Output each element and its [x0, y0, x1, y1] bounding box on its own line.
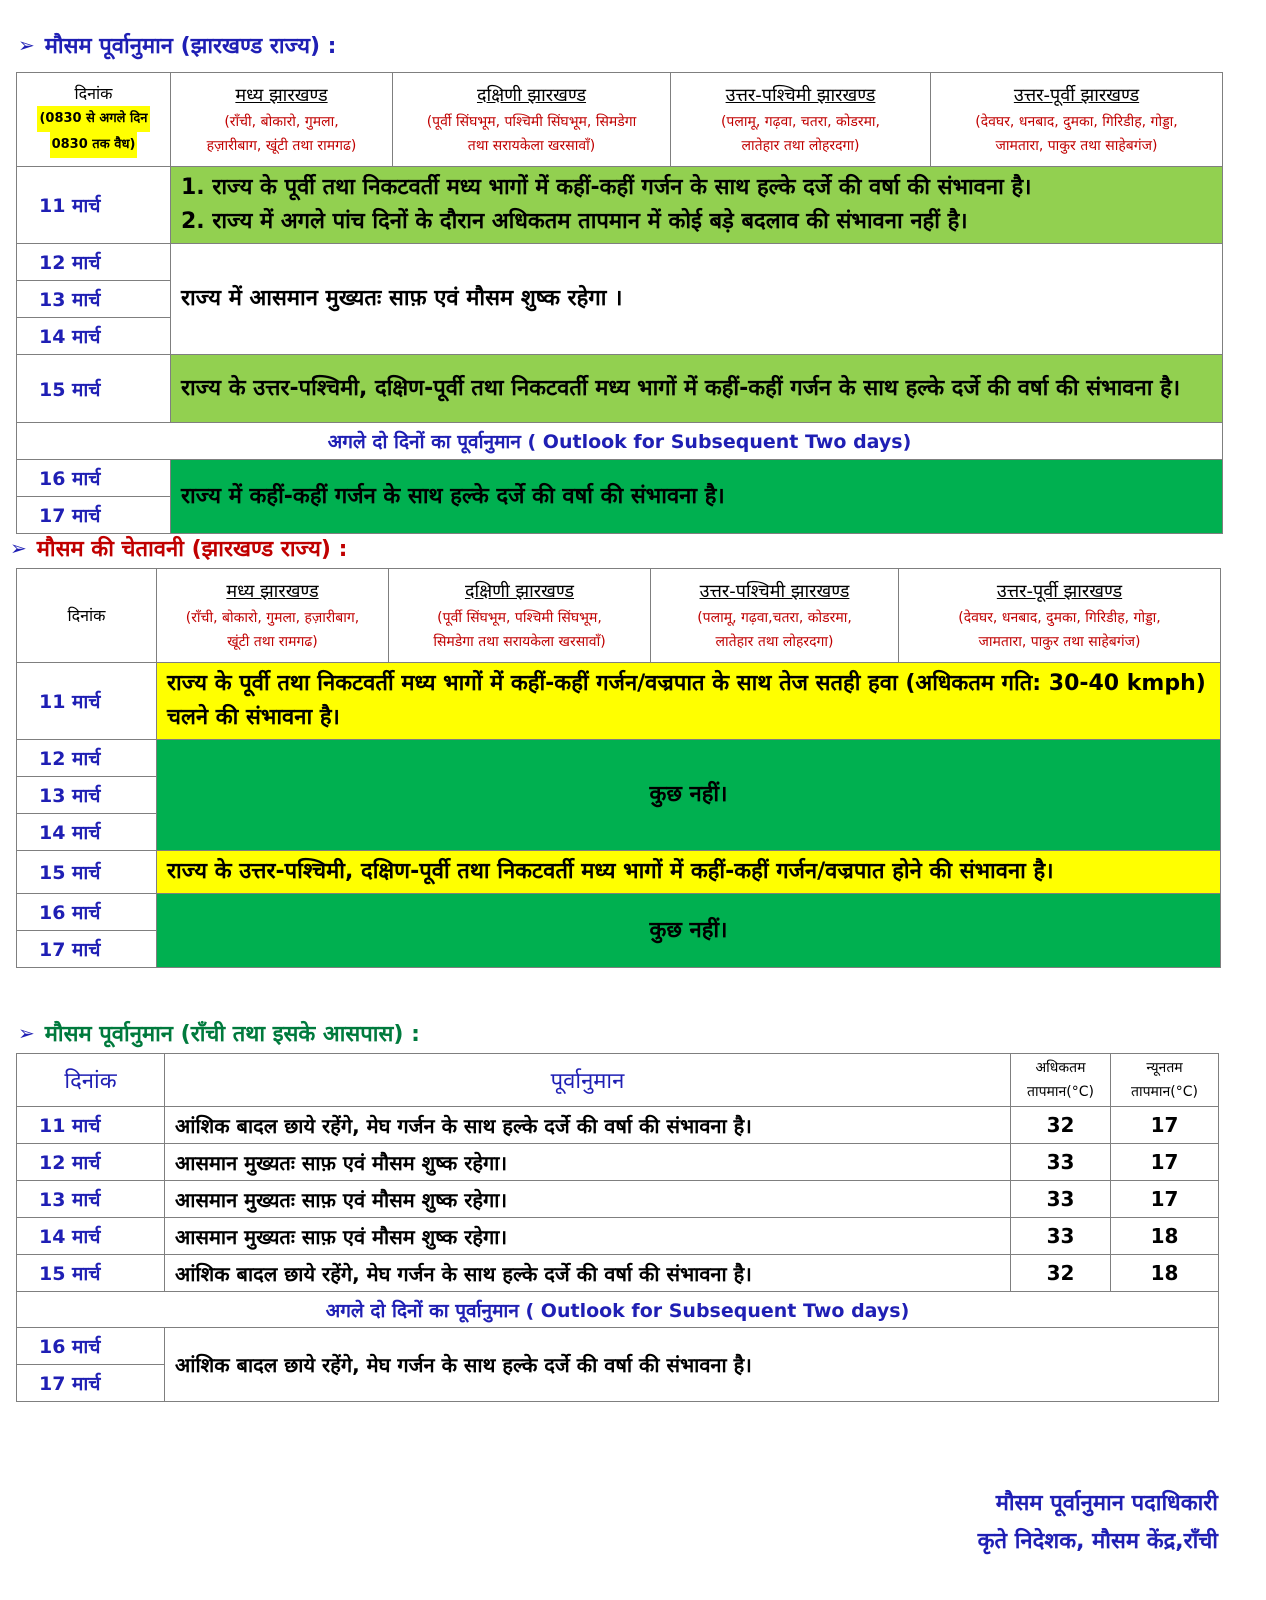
date-cell: 16 मार्च: [17, 460, 171, 497]
signature-line: मौसम पूर्वानुमान पदाधिकारी: [995, 1491, 1218, 1516]
forecast-header: [165, 1054, 1011, 1107]
region-title: दक्षिणी झारखण्ड: [476, 84, 587, 106]
heading-text: मौसम पूर्वानुमान (झारखण्ड राज्य) :: [44, 34, 337, 59]
heading-text: मौसम पूर्वानुमान (राँची तथा इसके आसपास) :: [44, 1022, 420, 1047]
date-cell: 14 मार्च: [17, 1218, 165, 1255]
date-cell: 13 मार्च: [17, 1181, 165, 1218]
region-header-northeast: [899, 569, 1221, 663]
validity-line-2: 0830 तक वैध): [50, 132, 138, 158]
date-cell: 14 मार्च: [17, 318, 171, 355]
max-temp-cell: 33: [1011, 1144, 1111, 1181]
date-cell: 15 मार्च: [17, 1255, 165, 1292]
region-districts: खूंटी तथा रामगढ): [227, 633, 318, 650]
arrow-right-icon: ➢: [10, 536, 27, 560]
max-temp-header: [1011, 1054, 1111, 1107]
forecast-cell: आसमान मुख्यतः साफ़ एवं मौसम शुष्क रहेगा।: [165, 1144, 1011, 1181]
date-header-label: दिनांक: [74, 83, 113, 103]
date-header-label: दिनांक: [64, 1069, 117, 1094]
max-temp-unit: तापमान(°C): [1026, 1084, 1095, 1100]
min-temp-label: न्यूनतम: [1146, 1060, 1183, 1076]
date-cell: 13 मार्च: [17, 777, 157, 814]
date-cell: 13 मार्च: [17, 281, 171, 318]
date-cell: 14 मार्च: [17, 814, 157, 851]
region-title: उत्तर-पश्चिमी झारखण्ड: [699, 580, 850, 602]
forecast-cell: आंशिक बादल छाये रहेंगे, मेघ गर्जन के साथ हल्के दर्जे की वर्षा की संभावना है।: [165, 1328, 1219, 1402]
date-cell: 12 मार्च: [17, 244, 171, 281]
region-header-northeast: [931, 73, 1223, 167]
region-districts: (देवघर, धनबाद, दुमका, गिरिडीह, गोड्डा,: [958, 609, 1161, 626]
region-districts: (पूर्वी सिंघभूम, पश्चिमी सिंघभूम,: [437, 609, 602, 626]
table-row: [17, 1144, 1219, 1181]
region-districts: हज़ारीबाग, खूंटी तथा रामगढ): [206, 137, 357, 154]
region-districts: सिमडेगा तथा सरायकेला खरसावाँ): [433, 633, 606, 650]
region-districts: लातेहार तथा लोहरदगा): [741, 137, 860, 154]
forecast-cell: राज्य में आसमान मुख्यतः साफ़ एवं मौसम शुष्क रहेगा ।: [171, 244, 1223, 355]
forecast-cell: [171, 167, 1223, 244]
ranchi-forecast-table: [16, 1053, 1219, 1402]
min-temp-cell: 18: [1111, 1218, 1219, 1255]
section-heading-forecast-ranchi: [18, 1018, 420, 1048]
region-header-south: [393, 73, 671, 167]
region-districts: (राँची, बोकारो, गुमला,: [224, 113, 339, 130]
region-header-central: [171, 73, 393, 167]
max-temp-cell: 32: [1011, 1255, 1111, 1292]
min-temp-header: [1111, 1054, 1219, 1107]
date-cell: 17 मार्च: [17, 497, 171, 534]
region-districts: लातेहार तथा लोहरदगा): [715, 633, 834, 650]
min-temp-unit: तापमान(°C): [1130, 1084, 1199, 1100]
region-districts: (पलामू, गढ़वा,चतरा, कोडरमा,: [697, 609, 852, 626]
region-districts: जामतारा, पाकुर तथा साहेबगंज): [995, 137, 1158, 154]
warning-cell: कुछ नहीं।: [157, 740, 1221, 851]
warning-cell: राज्य के पूर्वी तथा निकटवर्ती मध्य भागों में कहीं-कहीं गर्जन/वज्रपात के साथ तेज सतही हवा (अधिकतम गति: 30-40 kmph) चलने की संभावना है।: [157, 663, 1221, 740]
region-header-central: [157, 569, 389, 663]
forecast-line: 2. राज्य में अगले पांच दिनों के दौरान अधिकतम तापमान में कोई बड़े बदलाव की संभावना नहीं है।: [181, 209, 968, 234]
forecast-cell: आंशिक बादल छाये रहेंगे, मेघ गर्जन के साथ हल्के दर्जे की वर्षा की संभावना है।: [165, 1107, 1011, 1144]
forecast-line: 1. राज्य के पूर्वी तथा निकटवर्ती मध्य भागों में कहीं-कहीं गर्जन के साथ हल्के दर्जे की वर्षा की संभावना है।: [181, 175, 1032, 200]
date-cell: 15 मार्च: [17, 851, 157, 894]
date-cell: 15 मार्च: [17, 355, 171, 423]
forecast-cell: आसमान मुख्यतः साफ़ एवं मौसम शुष्क रहेगा।: [165, 1218, 1011, 1255]
date-header: [17, 1054, 165, 1107]
signature-line: कृते निदेशक, मौसम केंद्र,राँची: [977, 1529, 1218, 1554]
region-title: उत्तर-पूर्वी झारखण्ड: [1013, 84, 1140, 106]
forecast-cell: आसमान मुख्यतः साफ़ एवं मौसम शुष्क रहेगा।: [165, 1181, 1011, 1218]
region-districts: (पूर्वी सिंघभूम, पश्चिमी सिंघभूम, सिमडेगा: [426, 113, 637, 130]
date-header-label: दिनांक: [67, 605, 106, 625]
region-title: उत्तर-पूर्वी झारखण्ड: [996, 580, 1123, 602]
forecast-cell: राज्य के उत्तर-पश्चिमी, दक्षिण-पूर्वी तथा निकटवर्ती मध्य भागों में कहीं-कहीं गर्जन के साथ हल्के दर्जे की वर्षा की संभावना है।: [171, 355, 1223, 423]
date-cell: 11 मार्च: [17, 663, 157, 740]
outlook-row: अगले दो दिनों का पूर्वानुमान ( Outlook for Subsequent Two days): [17, 423, 1223, 460]
table-row: [17, 1107, 1219, 1144]
arrow-right-icon: ➢: [18, 33, 35, 57]
date-cell: 12 मार्च: [17, 740, 157, 777]
arrow-right-icon: ➢: [18, 1021, 35, 1045]
region-districts: (देवघर, धनबाद, दुमका, गिरिडीह, गोड्डा,: [975, 113, 1178, 130]
region-districts: (पलामू, गढ़वा, चतरा, कोडरमा,: [720, 113, 881, 130]
warning-cell: कुछ नहीं।: [157, 894, 1221, 968]
state-warning-table: [16, 568, 1221, 968]
date-cell: 17 मार्च: [17, 1365, 165, 1402]
date-cell: 12 मार्च: [17, 1144, 165, 1181]
region-header-northwest: [671, 73, 931, 167]
date-cell: 17 मार्च: [17, 931, 157, 968]
outlook-row: अगले दो दिनों का पूर्वानुमान ( Outlook for Subsequent Two days): [17, 1292, 1219, 1328]
region-districts: (राँची, बोकारो, गुमला, हज़ारीबाग,: [185, 609, 360, 626]
table-row: [17, 1255, 1219, 1292]
date-cell: 11 मार्च: [17, 167, 171, 244]
heading-text: मौसम की चेतावनी (झारखण्ड राज्य) :: [36, 537, 348, 562]
region-header-northwest: [651, 569, 899, 663]
region-title: दक्षिणी झारखण्ड: [464, 580, 575, 602]
max-temp-cell: 33: [1011, 1218, 1111, 1255]
warning-cell: राज्य के उत्तर-पश्चिमी, दक्षिण-पूर्वी तथा निकटवर्ती मध्य भागों में कहीं-कहीं गर्जन/वज्रपात होने की संभावना है।: [157, 851, 1221, 894]
region-header-south: [389, 569, 651, 663]
region-title: मध्य झारखण्ड: [226, 580, 319, 602]
date-header: [17, 73, 171, 167]
section-heading-forecast-state: [18, 30, 336, 60]
min-temp-cell: 17: [1111, 1181, 1219, 1218]
table-row: [17, 1218, 1219, 1255]
min-temp-cell: 17: [1111, 1107, 1219, 1144]
date-header: [17, 569, 157, 663]
table-row: [17, 1181, 1219, 1218]
min-temp-cell: 17: [1111, 1144, 1219, 1181]
forecast-cell: राज्य में कहीं-कहीं गर्जन के साथ हल्के दर्जे की वर्षा की संभावना है।: [171, 460, 1223, 534]
date-cell: 16 मार्च: [17, 894, 157, 931]
region-districts: तथा सरायकेला खरसावाँ): [467, 137, 596, 154]
region-title: उत्तर-पश्चिमी झारखण्ड: [725, 84, 876, 106]
max-temp-label: अधिकतम: [1035, 1060, 1086, 1076]
date-cell: 16 मार्च: [17, 1328, 165, 1365]
signature-block: [978, 1485, 1218, 1561]
max-temp-cell: 32: [1011, 1107, 1111, 1144]
date-cell: 11 मार्च: [17, 1107, 165, 1144]
max-temp-cell: 33: [1011, 1181, 1111, 1218]
state-forecast-table: [16, 72, 1223, 534]
forecast-cell: आंशिक बादल छाये रहेंगे, मेघ गर्जन के साथ हल्के दर्जे की वर्षा की संभावना है।: [165, 1255, 1011, 1292]
validity-line-1: (0830 से अगले दिन: [37, 106, 149, 132]
region-title: मध्य झारखण्ड: [235, 84, 328, 106]
min-temp-cell: 18: [1111, 1255, 1219, 1292]
section-heading-warning-state: [10, 533, 347, 563]
region-districts: जामतारा, पाकुर तथा साहेबगंज): [978, 633, 1141, 650]
forecast-header-label: पूर्वानुमान: [550, 1069, 625, 1094]
